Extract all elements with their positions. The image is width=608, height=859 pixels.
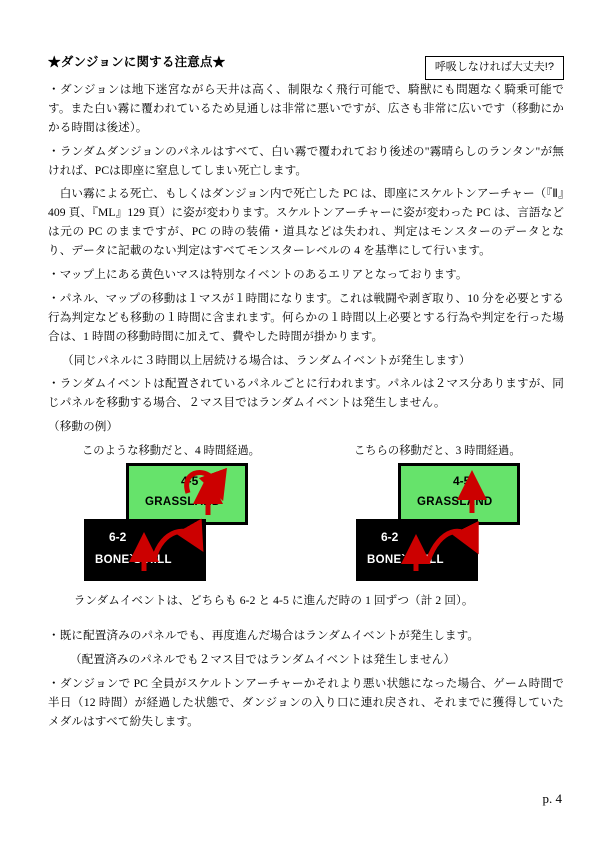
example-1-caption: このような移動だと、4 時間経過。 [82, 445, 260, 458]
paragraph-skeleton-archer: 白い霧による死亡、もしくはダンジョン内で死亡した PC は、即座にスケルトンアーチャー（『Ⅱ』409 頁、『ML』129 頁）に姿が変わります。スケルトンアーチャーに姿が変わった PC は、言語などは元の PC のままですが、PC の時の装備・道具などは失われ、判定はモンスターのデータとなり、データに記載のない判定はすべてモンスターレベルの 4 を基準にして行います。 [48, 187, 564, 258]
paragraph-random-event-panel: ・ランダムイベントは配置されているパネルごとに行われます。パネルは２マス分ありますが、同じパネルを移動する場合、２マス目ではランダムイベントは発生しません。 [48, 377, 564, 410]
example-2-caption: こちらの移動だと、3 時間経過。 [354, 445, 521, 458]
tile-name-label: GRASSLAND [417, 496, 493, 509]
tile-code-label: 6-2 [109, 530, 127, 545]
paragraph-party-wipe: ・ダンジョンで PC 全員がスケルトンアーチャーかそれより悪い状態になった場合、ゲーム時間で半日（12 時間）が経過した状態で、ダンジョンの入り口に連れ戻され、それまでに獲得していたメダルはすべて紛失します。 [48, 676, 564, 728]
movement-examples [48, 442, 564, 592]
paragraph-white-mist: ・ランダムダンジョンのパネルはすべて、白い霧で覆われており後述の"霧晴らしのランタン"が無ければ、PCは即座に窒息してしまい死亡します。 [48, 144, 564, 177]
paragraph-yellow-square: ・マップ上にある黄色いマスは特別なイベントのあるエリアとなっております。 [48, 268, 468, 282]
tile-code-label: 6-2 [381, 530, 399, 545]
map-tile-grassland [126, 463, 248, 525]
paragraph-three-hours-note: （同じパネルに３時間以上居続ける場合は、ランダムイベントが発生します） [62, 353, 471, 367]
callout-box [425, 56, 564, 80]
callout-text: 呼吸しなければ大丈夫!? [434, 61, 554, 73]
tile-name-label: BONE`S HILL [95, 554, 172, 567]
tile-code-label: 4-5 [181, 474, 199, 489]
paragraph-dungeon-ceiling: ・ダンジョンは地下迷宮ながら天井は高く、制限なく飛行可能で、騎獣にも問題なく騎乗可能です。また白い霧に覆われているため見通しは非常に悪いですが、広さも非常に広いです（移動にかかる時間は後述）。 [48, 83, 564, 134]
movement-example-1 [66, 442, 316, 581]
paragraph-replaced-panel: ・既に配置済みのパネルでも、再度進んだ場合はランダムイベントが発生します。 [48, 629, 480, 643]
paragraph-movement-example-label: （移動の例） [48, 420, 119, 434]
map-tile-grassland [398, 463, 520, 525]
tile-name-label: GRASSLAND [145, 496, 221, 509]
paragraph-movement-time: ・パネル、マップの移動は１マスが１時間になります。これは戦闘や剥ぎ取り、10 分を必要とする行為判定なども移動の１時間に含まれます。何らかの１時間以上必要とする行為や判定を行った場合は、1 時間の移動時間に加えて、費やした時間が掛かります。 [48, 291, 564, 343]
page-number: p. 4 [542, 791, 562, 806]
paragraph-example-summary: ランダムイベントは、どちらも 6-2 と 4-5 に進んだ時の 1 回ずつ（計 2 回）。 [62, 594, 474, 608]
map-tile-bones-hill [356, 519, 478, 581]
map-tile-bones-hill [84, 519, 206, 581]
tile-name-label: BONE`S HILL [367, 554, 444, 567]
example-1-map [84, 463, 259, 581]
paragraph-replaced-panel-note: （配置済みのパネルでも２マス目ではランダムイベントは発生しません） [70, 652, 456, 666]
movement-example-2 [338, 442, 588, 581]
tile-code-label: 4-5 [453, 474, 471, 489]
example-2-map [356, 463, 531, 581]
page-title: ★ダンジョンに関する注意点★ [48, 55, 226, 69]
